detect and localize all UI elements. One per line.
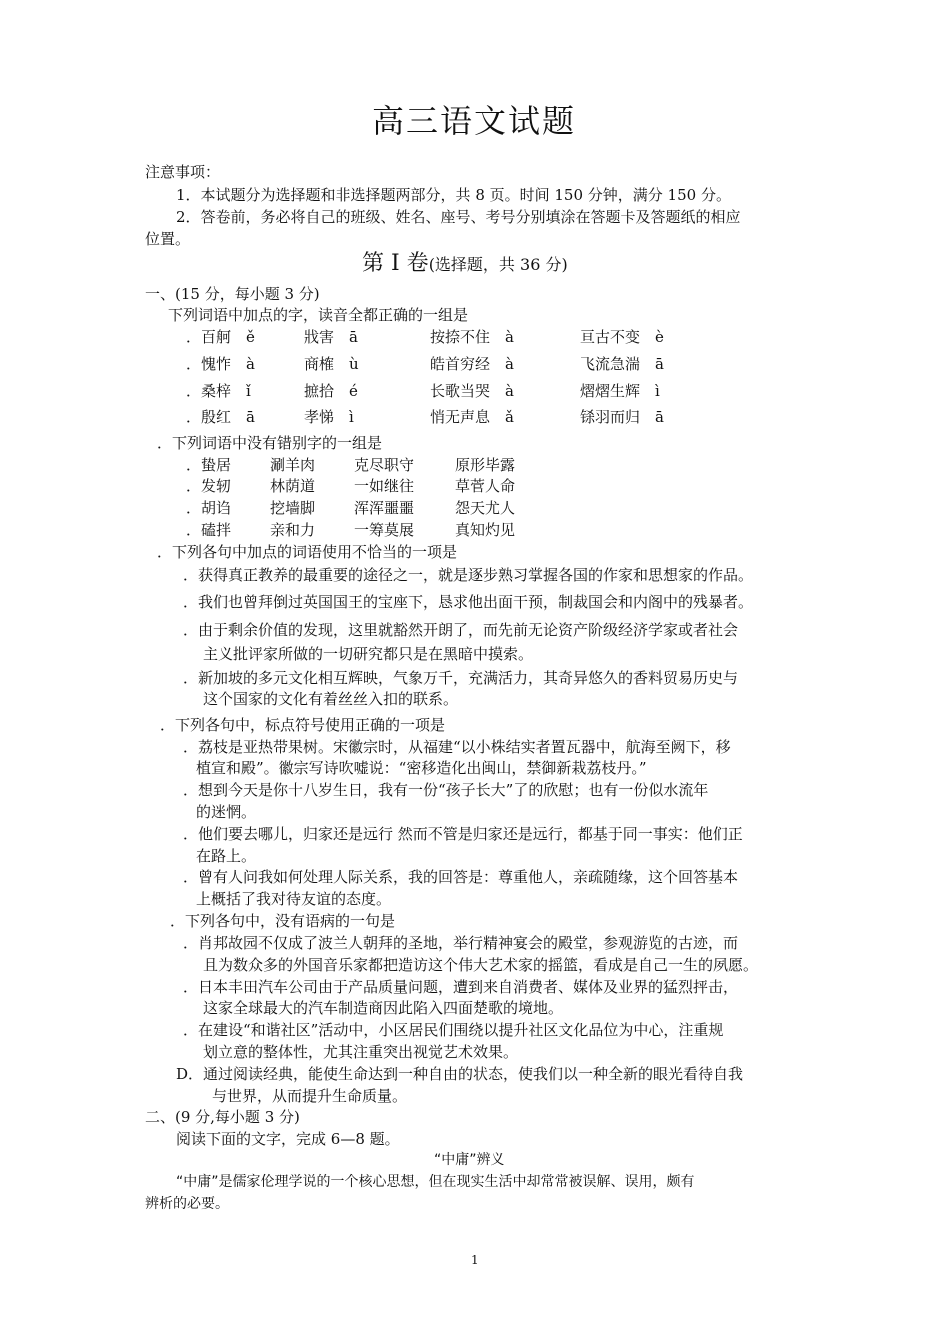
question-5-option-a-line-1: ．肖邦故园不仅成了波兰人朝拜的圣地，举行精神宴会的殿堂，参观游览的古迹，而 [183,934,739,952]
option-word: 摭拾 é [304,382,358,400]
question-3-option-b: ．我们也曾拜倒过英国国王的宝座下，恳求他出面干预，制裁国会和内阁中的残暴者。 [183,593,754,611]
passage-line-2: 辨析的必要。 [145,1196,229,1212]
question-4-option-d-line-2: 上概括了我对待友谊的态度。 [196,890,392,908]
question-5-option-d-line-2: 与世界，从而提升生命质量。 [212,1087,408,1105]
question-3-stem: ．下列各句中加点的词语使用不恰当的一项是 [157,543,458,561]
option-word: ．胡诌 [186,499,232,517]
option-word: 原形毕露 [455,456,516,474]
notice-item-1: 1．本试题分为选择题和非选择题两部分，共 8 页。时间 150 分钟，满分 150 分。 [176,186,731,204]
option-word: 戕害 ā [304,328,358,346]
option-word: ．愧怍 à [186,355,255,373]
question-4-option-a-line-2: 植宣和殿”。徽宗写诗吹嘘说：“密移造化出闽山，禁御新栽荔枝丹。” [196,759,647,777]
question-4-option-d-line-1: ．曾有人问我如何处理人际关系，我的回答是：尊重他人，亲疏随缘，这个回答基本 [183,868,739,886]
option-word: 孝悌 ì [304,408,354,426]
page-number: 1 [471,1253,479,1267]
option-word: 熠熠生辉 ì [580,382,660,400]
option-word: ．发轫 [186,477,232,495]
section-1-title-sub: (选择题，共 36 分) [428,255,568,274]
option-word: ．桑梓 ǐ [186,382,251,400]
option-word: 怨天尤人 [455,499,516,517]
question-5-option-b-line-2: 这家全球最大的汽车制造商因此陷入四面楚歌的境地。 [203,999,564,1017]
question-5-option-d-line-1: D．通过阅读经典，能使生命达到一种自由的状态，使我们以一种全新的眼光看待自我 [176,1065,744,1083]
option-word: 林荫道 [270,477,316,495]
option-word: 一如继往 [354,477,415,495]
option-word: 挖墙脚 [270,499,316,517]
question-5-option-b-line-1: ．日本丰田汽车公司由于产品质量问题，遭到来自消费者、媒体及业界的猛烈抨击， [183,978,739,996]
question-5-option-c-line-2: 划立意的整体性，尤其注重突出视觉艺术效果。 [203,1043,519,1061]
option-word: 草菅人命 [455,477,516,495]
document-title: 高三语文试题 [372,102,577,140]
option-word: 浑浑噩噩 [354,499,415,517]
option-word: ．百舸 ě [186,328,255,346]
question-4-option-b-line-1: ．想到今天是你十八岁生日，我有一份“孩子长大”了的欣慰；也有一份似水流年 [183,781,709,799]
question-5-stem: ．下列各句中，没有语病的一句是 [170,912,396,930]
section-1-title [362,251,568,277]
option-word: ．殷红 ā [186,408,255,426]
notice-heading: 注意事项： [145,163,221,181]
part-2-heading: 二、(9 分,每小题 3 分) [145,1108,300,1126]
option-word: 长歌当哭 à [430,382,514,400]
option-word: ．蛰居 [186,456,232,474]
option-word: 亘古不变 è [580,328,664,346]
question-4-stem: ．下列各句中，标点符号使用正确的一项是 [160,716,446,734]
question-3-option-c-line-1: ．由于剩余价值的发现，这里就豁然开朗了，而先前无论资产阶级经济学家或者社会 [183,621,739,639]
question-5-option-a-line-2: 且为数众多的外国音乐家都把造访这个伟大艺术家的摇篮，看成是自己一生的夙愿。 [203,956,759,974]
option-word: 涮羊肉 [270,456,316,474]
question-3-option-c-line-2: 主义批评家所做的一切研究都只是在黑暗中摸索。 [203,645,534,663]
option-word: 商榷 ù [304,355,359,373]
section-1-title-main: 第 I 卷 [362,251,429,276]
option-word: 飞流急湍 ā [580,355,664,373]
question-5-option-c-line-1: ．在建设“和谐社区”活动中，小区居民们围绕以提升社区文化品位为中心，注重规 [183,1021,724,1039]
option-word: ．磕拌 [186,521,232,539]
question-2-stem: ．下列词语中没有错别字的一组是 [157,434,383,452]
part-1-heading: 一、(15 分，每小题 3 分) [145,285,320,303]
question-4-option-a-line-1: ．荔枝是亚热带果树。宋徽宗时，从福建“以小株结实者置瓦器中，航海至阙下，移 [183,738,731,756]
notice-item-2-line-1: 2．答卷前，务必将自己的班级、姓名、座号、考号分别填涂在答题卡及答题纸的相应 [176,208,741,226]
notice-item-2-line-2: 位置。 [145,230,191,248]
option-word: 一筹莫展 [354,521,415,539]
question-3-option-d-line-2: 这个国家的文化有着丝丝入扣的联系。 [203,690,459,708]
option-word: 铩羽而归 ā [580,408,664,426]
question-1-stem: 下列词语中加点的字，读音全都正确的一组是 [168,306,469,324]
question-3-option-a: ．获得真正教养的最重要的途径之一，就是逐步熟习掌握各国的作家和思想家的作品。 [183,566,754,584]
passage-title: “中庸”辨义 [434,1152,505,1168]
question-4-option-b-line-2: 的迷惘。 [196,803,257,821]
option-word: 皓首穷经 à [430,355,514,373]
option-word: 克尽职守 [354,456,415,474]
option-word: 真知灼见 [455,521,516,539]
question-4-option-c-line-2: 在路上。 [196,847,257,865]
part-2-instruction: 阅读下面的文字，完成 6—8 题。 [176,1130,400,1148]
passage-line-1: “中庸”是儒家伦理学说的一个核心思想，但在现实生活中却常常被误解、误用，颇有 [176,1174,695,1190]
option-word: 亲和力 [270,521,316,539]
question-4-option-c-line-1: ．他们要去哪儿，归家还是远行 然而不管是归家还是远行，都基于同一事实：他们正 [183,825,743,843]
option-word: 按捺不住 à [430,328,514,346]
option-word: 悄无声息 ǎ [430,408,514,426]
question-3-option-d-line-1: ．新加坡的多元文化相互辉映，气象万千，充满活力，其奇异悠久的香料贸易历史与 [183,669,739,687]
